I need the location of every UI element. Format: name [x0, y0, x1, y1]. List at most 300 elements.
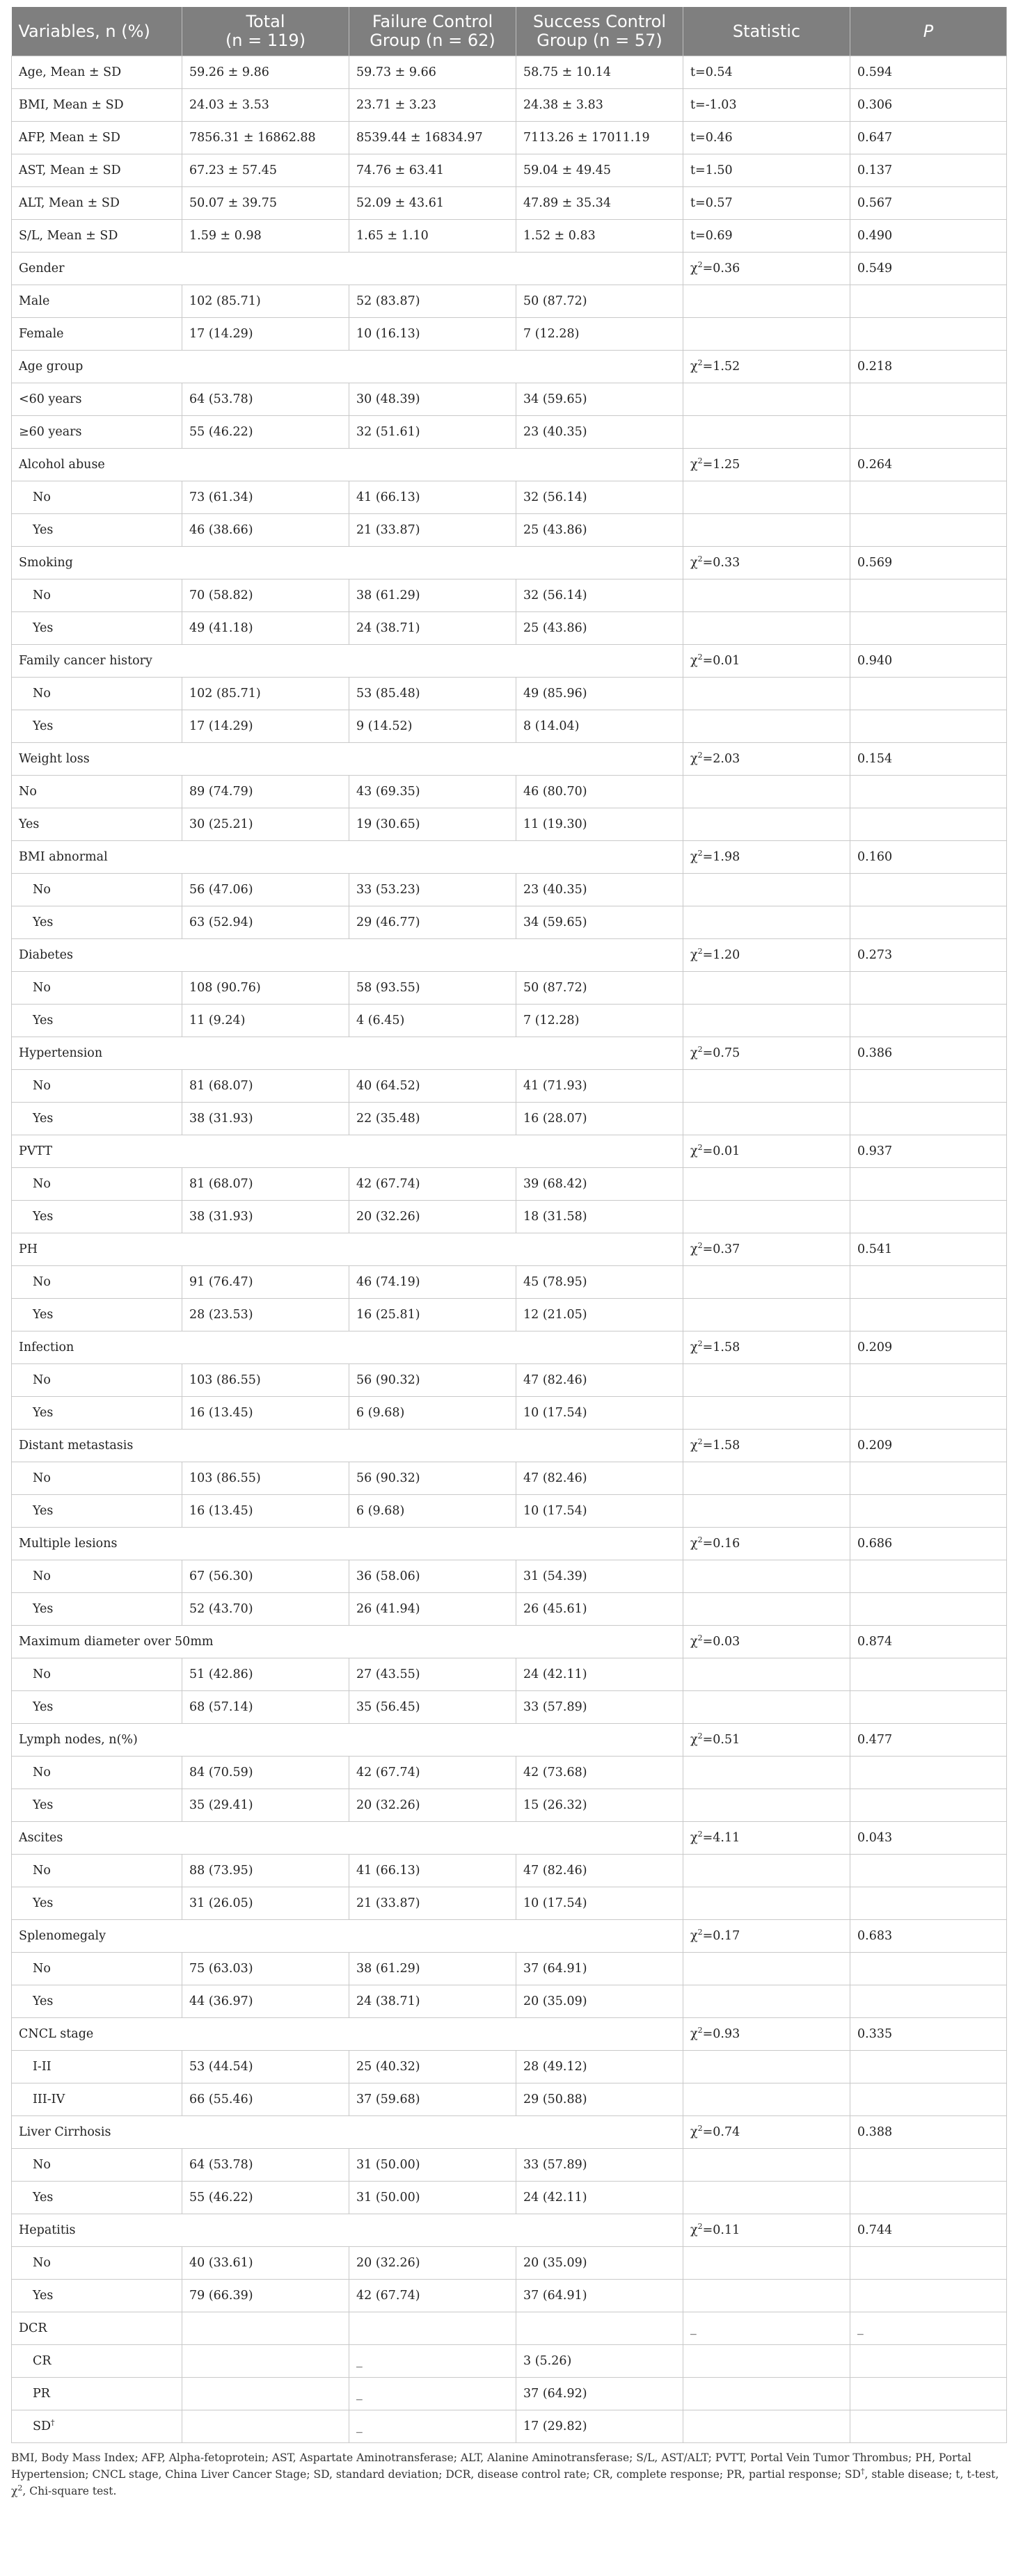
table-row [12, 612, 1007, 645]
table-row [12, 2051, 1007, 2083]
failure-group-cell: 56 (90.32) [349, 1364, 516, 1397]
statistic-cell: _ [683, 2312, 850, 2345]
total-cell: 79 (66.39) [182, 2280, 349, 2312]
failure-group-cell: 41 (66.13) [349, 1855, 516, 1887]
statistic-cell [683, 972, 850, 1005]
statistic-cell: $\chi^2=0.17$ [683, 1920, 850, 1953]
table-row [12, 1005, 1007, 1037]
statistic-cell [683, 383, 850, 416]
total-cell: 24.03 ± 3.53 [182, 89, 349, 122]
variable-cell: No [12, 1560, 182, 1593]
table-row [12, 416, 1007, 449]
p-value-cell [850, 383, 1007, 416]
failure-group-cell: 40 (64.52) [349, 1070, 516, 1103]
table-row [12, 1691, 1007, 1724]
table-row [12, 481, 1007, 514]
total-cell: 91 (76.47) [182, 1266, 349, 1299]
p-value-cell [850, 906, 1007, 939]
group-label-cell: Weight loss [12, 743, 683, 776]
statistic-cell [683, 1070, 850, 1103]
p-value-cell [850, 1658, 1007, 1691]
p-value-cell: 0.683 [850, 1920, 1007, 1953]
table-group-row [12, 1037, 1007, 1070]
variable-cell: DCR [12, 2312, 182, 2345]
group-label-cell: Alcohol abuse [12, 449, 683, 481]
p-value-cell: 0.137 [850, 154, 1007, 187]
failure-group-cell: 6 (9.68) [349, 1495, 516, 1528]
p-value-cell [850, 416, 1007, 449]
success-group-cell [516, 2312, 683, 2345]
table-row [12, 187, 1007, 220]
statistic-cell [683, 1757, 850, 1789]
statistic-cell [683, 2280, 850, 2312]
p-value-cell [850, 2345, 1007, 2378]
success-group-cell: 37 (64.92) [516, 2378, 683, 2410]
p-value-cell [850, 1070, 1007, 1103]
p-value-cell [850, 2051, 1007, 2083]
p-value-cell [850, 318, 1007, 351]
variable-cell: No [12, 1757, 182, 1789]
variable-cell: No [12, 1855, 182, 1887]
table-group-row [12, 1822, 1007, 1855]
p-value-cell [850, 1201, 1007, 1233]
variable-cell: No [12, 579, 182, 612]
table-row [12, 1103, 1007, 1135]
table-row [12, 710, 1007, 743]
success-group-cell: 46 (80.70) [516, 776, 683, 808]
success-group-cell: 23 (40.35) [516, 874, 683, 906]
statistic-cell [683, 1005, 850, 1037]
header-statistic: Statistic [683, 7, 850, 56]
total-cell [182, 2345, 349, 2378]
success-group-cell: 50 (87.72) [516, 972, 683, 1005]
success-group-cell: 31 (54.39) [516, 1560, 683, 1593]
success-group-cell: 20 (35.09) [516, 1985, 683, 2018]
failure-group-cell: 30 (48.39) [349, 383, 516, 416]
total-cell: 103 (86.55) [182, 1364, 349, 1397]
success-group-cell: 26 (45.61) [516, 1593, 683, 1626]
statistic-cell: $\chi^2=0.33$ [683, 547, 850, 579]
table-row [12, 1266, 1007, 1299]
statistic-cell [683, 1887, 850, 1920]
p-value-cell [850, 1364, 1007, 1397]
variable-cell: Yes [12, 1593, 182, 1626]
statistic-cell: $\chi^2=0.16$ [683, 1528, 850, 1560]
failure-group-cell: 21 (33.87) [349, 1887, 516, 1920]
statistic-cell [683, 2149, 850, 2182]
p-value-cell: 0.209 [850, 1331, 1007, 1364]
p-value-cell [850, 2378, 1007, 2410]
failure-group-cell: 52.09 ± 43.61 [349, 187, 516, 220]
success-group-cell: 33 (57.89) [516, 1691, 683, 1724]
success-group-cell: 7 (12.28) [516, 1005, 683, 1037]
variable-cell: No [12, 678, 182, 710]
statistic-cell [683, 579, 850, 612]
variable-cell: Yes [12, 514, 182, 547]
table-group-row [12, 2214, 1007, 2247]
table-row [12, 514, 1007, 547]
total-cell: 68 (57.14) [182, 1691, 349, 1724]
total-cell: 44 (36.97) [182, 1985, 349, 2018]
total-cell: 56 (47.06) [182, 874, 349, 906]
p-value-cell [850, 1757, 1007, 1789]
total-cell: 70 (58.82) [182, 579, 349, 612]
success-group-cell: 18 (31.58) [516, 1201, 683, 1233]
variable-cell: Yes [12, 1103, 182, 1135]
success-group-cell: 29 (50.88) [516, 2083, 683, 2116]
table-row [12, 89, 1007, 122]
statistic-cell [683, 514, 850, 547]
variable-cell: SD† [12, 2410, 182, 2443]
failure-group-cell: 1.65 ± 1.10 [349, 220, 516, 253]
failure-group-cell: 42 (67.74) [349, 2280, 516, 2312]
success-group-cell: 17 (29.82) [516, 2410, 683, 2443]
failure-group-cell: 20 (32.26) [349, 2247, 516, 2280]
failure-group-cell: 25 (40.32) [349, 2051, 516, 2083]
statistic-cell [683, 678, 850, 710]
total-cell: 28 (23.53) [182, 1299, 349, 1331]
statistic-cell [683, 874, 850, 906]
success-group-cell: 37 (64.91) [516, 1953, 683, 1985]
p-value-cell [850, 678, 1007, 710]
statistic-cell: $\chi^2=0.93$ [683, 2018, 850, 2051]
p-value-cell: 0.386 [850, 1037, 1007, 1070]
statistic-cell [683, 1168, 850, 1201]
total-cell: 108 (90.76) [182, 972, 349, 1005]
statistic-cell [683, 318, 850, 351]
statistic-cell [683, 2083, 850, 2116]
variable-cell: CR [12, 2345, 182, 2378]
variable-cell: III-IV [12, 2083, 182, 2116]
total-cell: 46 (38.66) [182, 514, 349, 547]
p-value-cell: 0.490 [850, 220, 1007, 253]
statistic-cell [683, 481, 850, 514]
p-value-cell [850, 1168, 1007, 1201]
statistic-cell [683, 2345, 850, 2378]
p-value-cell [850, 1397, 1007, 1430]
failure-group-cell: 35 (56.45) [349, 1691, 516, 1724]
group-label-cell: Distant metastasis [12, 1430, 683, 1462]
success-group-cell: 10 (17.54) [516, 1495, 683, 1528]
statistic-cell [683, 2051, 850, 2083]
variable-cell: Yes [12, 2280, 182, 2312]
table-row [12, 318, 1007, 351]
p-value-cell [850, 1953, 1007, 1985]
statistic-cell [683, 1658, 850, 1691]
group-label-cell: Liver Cirrhosis [12, 2116, 683, 2149]
variable-cell: S/L, Mean ± SD [12, 220, 182, 253]
success-group-cell: 28 (49.12) [516, 2051, 683, 2083]
table-row [12, 383, 1007, 416]
failure-group-cell: 74.76 ± 63.41 [349, 154, 516, 187]
p-value-cell [850, 612, 1007, 645]
p-value-cell: 0.335 [850, 2018, 1007, 2051]
failure-group-cell: 22 (35.48) [349, 1103, 516, 1135]
statistic-cell: $\chi^2=1.25$ [683, 449, 850, 481]
table-row [12, 285, 1007, 318]
failure-group-cell: 23.71 ± 3.23 [349, 89, 516, 122]
statistic-cell: $\chi^2=0.75$ [683, 1037, 850, 1070]
success-group-cell: 24.38 ± 3.83 [516, 89, 683, 122]
table-group-row [12, 449, 1007, 481]
failure-group-cell: 16 (25.81) [349, 1299, 516, 1331]
variable-cell: ≥60 years [12, 416, 182, 449]
p-value-cell [850, 1103, 1007, 1135]
statistic-cell [683, 1495, 850, 1528]
table-row [12, 2312, 1007, 2345]
table-row [12, 808, 1007, 841]
total-cell: 81 (68.07) [182, 1168, 349, 1201]
failure-group-cell: 31 (50.00) [349, 2149, 516, 2182]
p-value-cell: 0.686 [850, 1528, 1007, 1560]
variable-cell: Yes [12, 1397, 182, 1430]
variable-cell: Yes [12, 906, 182, 939]
total-cell: 84 (70.59) [182, 1757, 349, 1789]
failure-group-cell: 37 (59.68) [349, 2083, 516, 2116]
table-group-row [12, 1331, 1007, 1364]
variable-cell: Yes [12, 1985, 182, 2018]
success-group-cell: 33 (57.89) [516, 2149, 683, 2182]
footnote: BMI, Body Mass Index; AFP, Alpha-fetoprotein; AST, Aspartate Aminotransferase; ALT, Alanine Aminotransferase; S/L, AST/ALT; PVTT, Portal Vein Tumor Thrombus; PH, Portal Hypertension; CNCL stage, China Liver Cancer Stage; SD, standard deviation; DCR, disease control rate; CR, complete response; PR, partial response; SD†, stable disease; t, t-test, $\chi^2$, Chi-square test. [11, 2451, 999, 2497]
variable-cell: No [12, 776, 182, 808]
variable-cell: AFP, Mean ± SD [12, 122, 182, 154]
table-row [12, 906, 1007, 939]
total-cell: 66 (55.46) [182, 2083, 349, 2116]
table-group-row [12, 2116, 1007, 2149]
p-value-cell [850, 776, 1007, 808]
statistic-cell: $\chi^2=1.58$ [683, 1430, 850, 1462]
table-row [12, 972, 1007, 1005]
total-cell: 1.59 ± 0.98 [182, 220, 349, 253]
p-value-cell: 0.569 [850, 547, 1007, 579]
p-value-cell [850, 1691, 1007, 1724]
success-group-cell: 47 (82.46) [516, 1855, 683, 1887]
group-label-cell: Hypertension [12, 1037, 683, 1070]
table-row [12, 2149, 1007, 2182]
p-value-cell: 0.218 [850, 351, 1007, 383]
total-cell [182, 2312, 349, 2345]
p-value-cell: 0.154 [850, 743, 1007, 776]
variable-cell: No [12, 1266, 182, 1299]
table-group-row [12, 1430, 1007, 1462]
failure-group-cell: 38 (61.29) [349, 1953, 516, 1985]
success-group-cell: 58.75 ± 10.14 [516, 56, 683, 89]
total-cell: 102 (85.71) [182, 285, 349, 318]
table-row [12, 154, 1007, 187]
p-value-cell [850, 972, 1007, 1005]
group-label-cell: Lymph nodes, n(%) [12, 1724, 683, 1757]
failure-group-cell: 21 (33.87) [349, 514, 516, 547]
p-value-cell: 0.043 [850, 1822, 1007, 1855]
total-cell: 81 (68.07) [182, 1070, 349, 1103]
statistic-cell [683, 776, 850, 808]
total-cell: 7856.31 ± 16862.88 [182, 122, 349, 154]
variable-cell: Yes [12, 710, 182, 743]
table-row [12, 1757, 1007, 1789]
failure-group-cell: 31 (50.00) [349, 2182, 516, 2214]
success-group-cell: 12 (21.05) [516, 1299, 683, 1331]
total-cell: 17 (14.29) [182, 318, 349, 351]
header-failure-group: Failure Control Group (n = 62) [349, 7, 516, 56]
p-value-cell [850, 579, 1007, 612]
group-label-cell: PH [12, 1233, 683, 1266]
failure-group-cell: 59.73 ± 9.66 [349, 56, 516, 89]
table-row [12, 874, 1007, 906]
failure-group-cell: 32 (51.61) [349, 416, 516, 449]
table-row [12, 1201, 1007, 1233]
total-cell: 64 (53.78) [182, 383, 349, 416]
table-row [12, 2378, 1007, 2410]
p-value-cell [850, 874, 1007, 906]
group-label-cell: Splenomegaly [12, 1920, 683, 1953]
header-success-group: Success Control Group (n = 57) [516, 7, 683, 56]
p-value-cell [850, 514, 1007, 547]
statistic-cell: t=-1.03 [683, 89, 850, 122]
p-value-cell: _ [850, 2312, 1007, 2345]
p-value-cell: 0.874 [850, 1626, 1007, 1658]
variable-cell: No [12, 1658, 182, 1691]
success-group-cell: 20 (35.09) [516, 2247, 683, 2280]
statistic-cell: $\chi^2=0.03$ [683, 1626, 850, 1658]
p-value-cell: 0.937 [850, 1135, 1007, 1168]
p-value-cell: 0.744 [850, 2214, 1007, 2247]
failure-group-cell: 24 (38.71) [349, 612, 516, 645]
variable-cell: AST, Mean ± SD [12, 154, 182, 187]
p-value-cell: 0.306 [850, 89, 1007, 122]
success-group-cell: 7 (12.28) [516, 318, 683, 351]
table-row [12, 1495, 1007, 1528]
table-row [12, 2182, 1007, 2214]
p-value-cell: 0.160 [850, 841, 1007, 874]
statistic-cell: $\chi^2=0.36$ [683, 253, 850, 285]
statistic-cell: t=0.57 [683, 187, 850, 220]
variable-cell: Yes [12, 2182, 182, 2214]
total-cell: 38 (31.93) [182, 1201, 349, 1233]
p-value-cell [850, 1887, 1007, 1920]
failure-group-cell: 58 (93.55) [349, 972, 516, 1005]
p-value-cell: 0.388 [850, 2116, 1007, 2149]
success-group-cell: 3 (5.26) [516, 2345, 683, 2378]
total-cell: 50.07 ± 39.75 [182, 187, 349, 220]
total-cell: 67.23 ± 57.45 [182, 154, 349, 187]
success-group-cell: 1.52 ± 0.83 [516, 220, 683, 253]
total-cell: 11 (9.24) [182, 1005, 349, 1037]
failure-group-cell: 42 (67.74) [349, 1168, 516, 1201]
p-value-cell: 0.541 [850, 1233, 1007, 1266]
group-label-cell: Age group [12, 351, 683, 383]
table-row [12, 1593, 1007, 1626]
group-label-cell: Multiple lesions [12, 1528, 683, 1560]
statistic-cell [683, 906, 850, 939]
table-row [12, 1070, 1007, 1103]
statistic-cell: t=1.50 [683, 154, 850, 187]
group-label-cell: Maximum diameter over 50mm [12, 1626, 683, 1658]
failure-group-cell: 10 (16.13) [349, 318, 516, 351]
variable-cell: Yes [12, 1887, 182, 1920]
variable-cell: <60 years [12, 383, 182, 416]
table-group-row [12, 1135, 1007, 1168]
table-group-row [12, 1920, 1007, 1953]
failure-group-cell: 41 (66.13) [349, 481, 516, 514]
table-group-row [12, 939, 1007, 972]
p-value-cell [850, 2149, 1007, 2182]
variable-cell: Age, Mean ± SD [12, 56, 182, 89]
p-value-cell [850, 2410, 1007, 2443]
failure-group-cell: _ [349, 2378, 516, 2410]
variable-cell: No [12, 481, 182, 514]
p-value-cell [850, 1495, 1007, 1528]
failure-group-cell: 33 (53.23) [349, 874, 516, 906]
statistic-cell [683, 2247, 850, 2280]
success-group-cell: 10 (17.54) [516, 1887, 683, 1920]
success-group-cell: 15 (26.32) [516, 1789, 683, 1822]
header-p: P [850, 7, 1007, 56]
total-cell [182, 2410, 349, 2443]
failure-group-cell: 20 (32.26) [349, 1201, 516, 1233]
variable-cell: Yes [12, 1201, 182, 1233]
success-group-cell: 42 (73.68) [516, 1757, 683, 1789]
table-group-row [12, 547, 1007, 579]
p-value-cell: 0.273 [850, 939, 1007, 972]
total-cell: 40 (33.61) [182, 2247, 349, 2280]
total-cell [182, 2378, 349, 2410]
total-cell: 55 (46.22) [182, 416, 349, 449]
statistic-cell [683, 1397, 850, 1430]
p-value-cell [850, 2280, 1007, 2312]
p-value-cell [850, 808, 1007, 841]
total-cell: 67 (56.30) [182, 1560, 349, 1593]
group-label-cell: Family cancer history [12, 645, 683, 678]
variable-cell: ALT, Mean ± SD [12, 187, 182, 220]
failure-group-cell: 6 (9.68) [349, 1397, 516, 1430]
table-row [12, 2247, 1007, 2280]
success-group-cell: 47 (82.46) [516, 1364, 683, 1397]
statistic-cell [683, 2182, 850, 2214]
statistic-cell [683, 285, 850, 318]
failure-group-cell: 19 (30.65) [349, 808, 516, 841]
p-value-cell: 0.264 [850, 449, 1007, 481]
failure-group-cell: 42 (67.74) [349, 1757, 516, 1789]
p-value-cell [850, 1266, 1007, 1299]
group-label-cell: Smoking [12, 547, 683, 579]
success-group-cell: 11 (19.30) [516, 808, 683, 841]
success-group-cell: 25 (43.86) [516, 514, 683, 547]
success-group-cell: 32 (56.14) [516, 579, 683, 612]
failure-group-cell: 38 (61.29) [349, 579, 516, 612]
failure-group-cell [349, 2312, 516, 2345]
group-label-cell: Diabetes [12, 939, 683, 972]
statistic-cell [683, 1593, 850, 1626]
table-row [12, 1397, 1007, 1430]
table-container [11, 7, 1006, 2499]
table-row [12, 1887, 1007, 1920]
statistic-cell: t=0.69 [683, 220, 850, 253]
total-cell: 16 (13.45) [182, 1495, 349, 1528]
p-value-cell [850, 2182, 1007, 2214]
total-cell: 16 (13.45) [182, 1397, 349, 1430]
success-group-cell: 34 (59.65) [516, 906, 683, 939]
total-cell: 51 (42.86) [182, 1658, 349, 1691]
success-group-cell: 39 (68.42) [516, 1168, 683, 1201]
group-label-cell: Hepatitis [12, 2214, 683, 2247]
p-value-cell [850, 2247, 1007, 2280]
statistic-cell [683, 1789, 850, 1822]
statistic-cell [683, 1201, 850, 1233]
table-group-row [12, 1528, 1007, 1560]
statistic-cell: $\chi^2=2.03$ [683, 743, 850, 776]
total-cell: 103 (86.55) [182, 1462, 349, 1495]
statistic-cell: $\chi^2=0.51$ [683, 1724, 850, 1757]
